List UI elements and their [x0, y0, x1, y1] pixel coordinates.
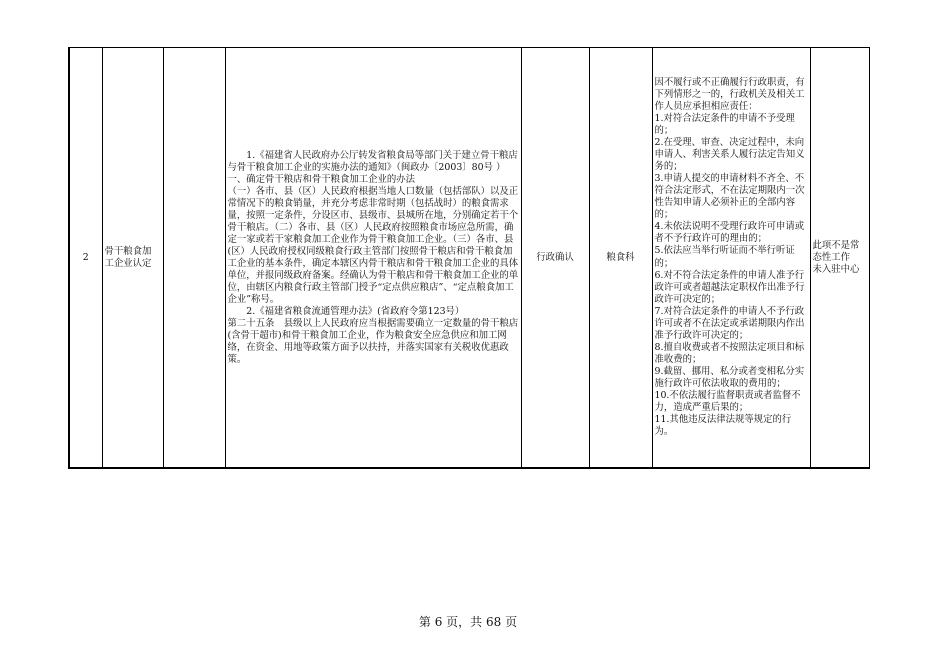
resp-line-1: 1.对符合法定条件的申请不予受理的； — [654, 112, 795, 136]
department-cell: 粮食科 — [589, 48, 652, 469]
matter-type-cell: 行政确认 — [521, 48, 589, 469]
basis-para-3: （一）各市、县（区）人民政府根据当地人口数量（包括部队）以及正常情况下的粮食销量，并充分考虑非常时期（包括战时）的粮食需求量，按照一定条件，分设区市、县级市、县城所在地，分别确定若干个骨干粮店。（二）各市、县（区）人民政府按照粮食市场应急所需，确定一家或若干家粮食加工企业作为骨干粮食加工企业。（三）各市、县(区）人民政府授权同级粮食行政主管部门按照骨干粮店和骨干粮食加工企业的基本条件，确定本辖区内骨干粮店和骨干粮食加工企业的具体单位，并报同级政府备案。经确认为骨干粮店和骨干粮食加工企业的单位，由辖区内粮食行政主管部门授予“定点供应粮店”、“定点粮食加工企业”称号。 — [227, 185, 519, 305]
resp-line-5: 5.依法应当举行听证而不举行听证的； — [654, 245, 795, 269]
resp-line-4: 4.未依法说明不受理行政许可申请或者不予行政许可的理由的； — [654, 221, 805, 245]
basis-para-1: 1.《福建省人民政府办公厅转发省粮食局等部门关于建立骨干粮店与骨干粮食加工企业的实施办法的通知》（闽政办〔2003〕80号 ） — [227, 149, 518, 173]
resp-line-0: 因不履行或不正确履行行政职责，有下列情形之一的，行政机关及相关工作人员应承担相应责任： — [654, 76, 805, 112]
empty-cell — [163, 48, 225, 469]
resp-line-3: 3.申请人提交的申请材料不齐全、不符合法定形式，不在法定期限内一次性告知申请人必须补正的全部内容的； — [654, 173, 805, 221]
resp-line-9: 9.截留、挪用、私分或者变相私分实施行政许可依法收取的费用的； — [654, 365, 805, 389]
table-row — [69, 48, 869, 469]
basis-para-5: 第二十五条 县级以上人民政府应当根据需要确立一定数量的骨干粮店(含骨干超市)和骨干粮食加工企业，作为粮食安全应急供应和加工网络，在资金、用地等政策方面予以扶持，并落实国家有关税收优惠政策。 — [227, 317, 519, 365]
basis-para-2: 一、确定骨干粮店和骨干粮食加工企业的办法 — [227, 173, 416, 185]
page-number-footer: 第 6 页，共 68 页 — [418, 615, 518, 629]
seq-cell: 2 — [69, 48, 102, 469]
resp-line-7: 7.对符合法定条件的申请人不予行政许可或者不在法定或承诺期限内作出准予行政许可决定的； — [654, 305, 805, 341]
resp-line-11: 11.其他违反法律法规等规定的行为。 — [654, 414, 792, 438]
resp-line-8: 8.擅自收费或者不按照法定项目和标准收费的； — [654, 341, 805, 365]
resp-line-6: 6.对不符合法定条件的申请人准予行政许可或者超越法定职权作出准予行政许可决定的； — [654, 269, 805, 305]
item-name-cell: 骨干粮食加工企业认定 — [102, 48, 163, 469]
resp-line-10: 10.不依法履行监督职责或者监督不力，造成严重后果的； — [654, 390, 801, 414]
basis-para-4: 2.《福建省粮食流通管理办法》(省政府令第123号） — [246, 305, 465, 317]
responsibility-cell — [652, 48, 810, 469]
matter-table — [68, 47, 870, 469]
legal-basis-cell — [225, 48, 521, 469]
resp-line-2: 2.在受理、审查、决定过程中，未向申请人、利害关系人履行法定告知义务的； — [654, 137, 805, 173]
remark-cell: 此项不是常态性工作 未入驻中心 — [810, 48, 869, 469]
